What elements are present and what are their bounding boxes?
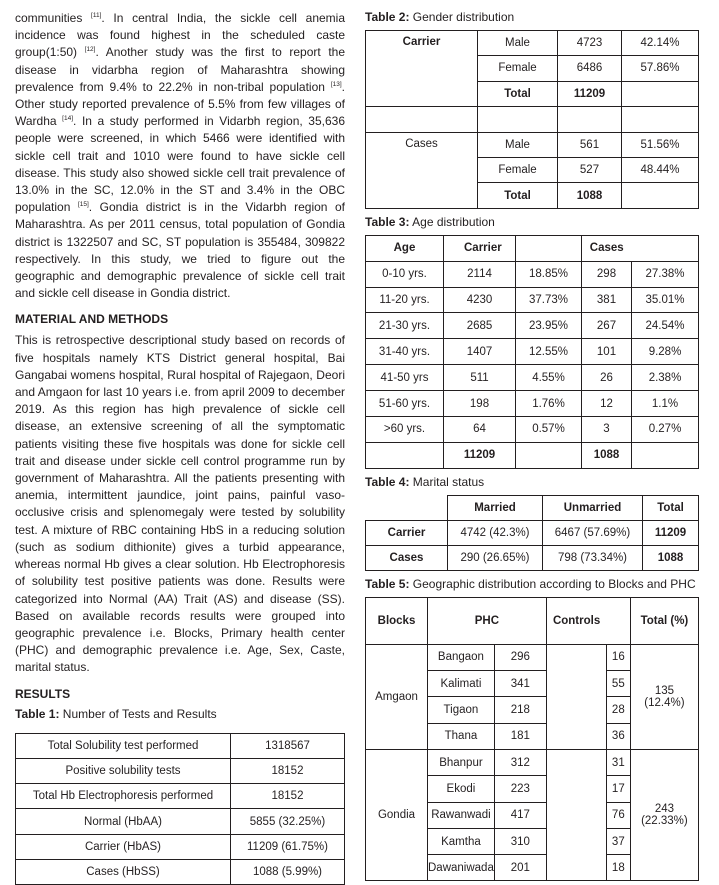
table-cell: 11209	[444, 442, 516, 468]
citation-ref: [15]	[77, 201, 89, 209]
caption-text: Geographic distribution according to Blocks and PHC	[409, 576, 696, 591]
column-header: Controls	[546, 597, 606, 644]
table-row	[16, 733, 345, 758]
intro-text: . Gondia district is in the Vidarbh region of Maharashtra. As per 2011 census, total population of Gondia district is 1322507 and SC, ST population is 355484, 309822 respectively. In this study, we tried to figure out the geographic and demographic prevalence of sickle cell trait and sickle cell disease in Gondia district.	[15, 200, 346, 301]
block-name: Amgaon	[366, 644, 428, 749]
table-cell: 16	[606, 644, 630, 670]
results-heading: RESULTS	[15, 686, 71, 701]
table-cell: Kalimati	[428, 671, 495, 697]
table-row	[366, 287, 699, 313]
column-header: Married	[448, 495, 543, 520]
table-cell: 290 (26.65%)	[448, 545, 543, 570]
table-cell: Total Hb Electrophoresis performed	[16, 784, 231, 809]
table-cell: Bangaon	[428, 644, 495, 670]
table-cell: 101	[582, 339, 632, 365]
table-cell	[622, 183, 699, 208]
table-cell: 0-10 yrs.	[366, 261, 444, 287]
table-cell: 11209 (61.75%)	[231, 834, 345, 859]
intro-text: . Another study was the first to report the disease in vidarbha region of Maharashtra showing prevalence from 9.4% to 22.2% in non-tribal population	[15, 45, 345, 94]
table-header-row	[366, 235, 699, 261]
table-cell: 18.85%	[516, 261, 582, 287]
citation-ref: [12]	[84, 46, 96, 54]
intro-text: communities	[15, 11, 92, 25]
table-cell	[622, 81, 699, 106]
table-row	[366, 391, 699, 417]
table-header-row	[366, 495, 699, 520]
table-cell: 31-40 yrs.	[366, 339, 444, 365]
table-cell: 1088	[643, 545, 699, 570]
table-cell: 11209	[643, 520, 699, 545]
table-row	[366, 261, 699, 287]
column-header: Total	[643, 495, 699, 520]
table-cell: 21-30 yrs.	[366, 313, 444, 339]
table-cell	[366, 442, 444, 468]
intro-text: . In a study performed in Vidarbh region, 35,636 people were screened, in which 5466 were identified with sickle cell trait and 1010 were found to have sickle cell disease. This study also showed sickle cell trait prevalence of 13.0% in the SC, 12.0% in the ST and 3.4% in the OBC population	[15, 114, 345, 215]
table-cell: 2114	[444, 261, 516, 287]
table-header-row	[366, 597, 699, 644]
caption-text: Marital status	[409, 474, 485, 489]
table-cell: Cases (HbSS)	[16, 860, 231, 885]
caption-label: Table 4:	[365, 474, 410, 489]
table-cell: 2685	[444, 313, 516, 339]
table-cell: Ekodi	[428, 776, 495, 802]
column-header: Blocks	[366, 597, 428, 644]
table-cell	[622, 106, 699, 132]
block-total	[630, 644, 698, 749]
table5-caption	[365, 577, 705, 591]
table-cell	[516, 442, 582, 468]
table-cell: 1318567	[231, 733, 345, 758]
table-cell: 37.73%	[516, 287, 582, 313]
table-cell: 298	[582, 261, 632, 287]
column-header: PHC	[428, 597, 547, 644]
caption-label: Table 5:	[365, 576, 410, 591]
table2-gender-distribution	[365, 30, 699, 209]
table-cell	[478, 106, 558, 132]
table-cell	[632, 442, 699, 468]
table-row	[366, 339, 699, 365]
table-cell: 17	[606, 776, 630, 802]
table-cell: 1.1%	[632, 391, 699, 417]
table-row	[16, 758, 345, 783]
table-cell: 36	[606, 723, 630, 749]
table-cell	[546, 644, 606, 749]
table3-age-distribution	[365, 235, 699, 469]
table-cell: 0.57%	[516, 417, 582, 443]
table-cell: 6467 (57.69%)	[543, 520, 643, 545]
table-cell: Cases	[366, 545, 448, 570]
table4-marital-status	[365, 495, 699, 571]
table-cell: 64	[444, 417, 516, 443]
table-cell: 57.86%	[622, 56, 699, 81]
table-cell: Female	[478, 158, 558, 183]
carrier-label: Carrier	[366, 31, 478, 107]
table-cell: 341	[494, 671, 546, 697]
table-cell: 1407	[444, 339, 516, 365]
column-header	[606, 597, 630, 644]
cases-label: Cases	[366, 132, 478, 208]
table-cell: 24.54%	[632, 313, 699, 339]
table-row	[366, 31, 699, 56]
table-cell: 4230	[444, 287, 516, 313]
table-row	[366, 644, 699, 670]
table-cell: Dawaniwada	[428, 855, 495, 881]
methods-paragraph: This is retrospective descriptional study based on records of five hospitals namely KTS District general hospital, Bai Gangabai womens hospital, Rural hospital of Rajegaon, Deori and Amgaon for last 10 years i.e. from april 2009 to december 2019. As this region has high prevalence of sickle cell disease, an extensive screening of all the symptomatic patients visiting these five hospitals was done for sickle cell trait and disease under sickle cell control programme run by government of Maharashtra. All the patients presenting with anemia, intermittent jaundice, joint pains, painful vaso-occlusive crisis and splenomegaly were tested by solubility test. A mixture of RBC containing HbS in a reducing solution (such as sodium dithionite) gives a turbid appearance, whereas normal Hb gives a clear solution. Hb Electrophoresis of solubility test positive patients was done. Results were categorized into Normal (AA) Trait (AS) and disease (SS). Based on available records results were grouped into geographic prevalence i.e. Blocks, Primary health center (PHC) and demographic prevalence i.e. Age, Sex, Caste, marital status.	[15, 333, 345, 675]
table-cell: 12	[582, 391, 632, 417]
table-cell: 561	[558, 132, 622, 157]
table-cell: 1.76%	[516, 391, 582, 417]
column-header	[632, 235, 699, 261]
table-total-row	[366, 442, 699, 468]
table-cell: 6486	[558, 56, 622, 81]
right-column	[365, 10, 705, 881]
table-cell	[366, 106, 478, 132]
table-cell: Female	[478, 56, 558, 81]
table-cell: 4.55%	[516, 365, 582, 391]
table1-tests-results	[15, 733, 345, 885]
table-cell: 381	[582, 287, 632, 313]
table-cell: 2.38%	[632, 365, 699, 391]
table-cell: 511	[444, 365, 516, 391]
table-cell: 76	[606, 802, 630, 828]
caption-label: Table 2:	[365, 10, 410, 24]
table-cell: Total Solubility test performed	[16, 733, 231, 758]
table-cell: 0.27%	[632, 417, 699, 443]
table-cell: 527	[558, 158, 622, 183]
citation-ref: [11]	[91, 12, 102, 19]
table-cell: 18152	[231, 784, 345, 809]
intro-text: . Other study reported prevalence of 5.5% from few villages of Wardha	[15, 79, 345, 129]
table-cell: 12.55%	[516, 339, 582, 365]
table4-caption	[365, 475, 705, 489]
table-cell	[546, 749, 606, 880]
table-cell: Positive solubility tests	[16, 758, 231, 783]
table-cell: Thana	[428, 723, 495, 749]
column-header: Carrier	[444, 235, 516, 261]
caption-label: Table 1:	[15, 706, 60, 721]
table-cell: 9.28%	[632, 339, 699, 365]
table-cell: Kamtha	[428, 828, 495, 854]
table-cell: 23.95%	[516, 313, 582, 339]
table-cell: Normal (HbAA)	[16, 809, 231, 834]
table-cell: 1088 (5.99%)	[231, 860, 345, 885]
table-cell: 4723	[558, 31, 622, 56]
table-cell: 11-20 yrs.	[366, 287, 444, 313]
column-header: Unmarried	[543, 495, 643, 520]
table-cell: 218	[494, 697, 546, 723]
block-total-pct: (12.4%)	[644, 696, 685, 709]
table-cell: 1088	[558, 183, 622, 208]
column-header: Total (%)	[630, 597, 698, 644]
table-cell: 181	[494, 723, 546, 749]
table-row	[366, 749, 699, 775]
table-row	[366, 313, 699, 339]
caption-text: Age distribution	[409, 214, 495, 229]
table-cell: 3	[582, 417, 632, 443]
table-cell: 35.01%	[632, 287, 699, 313]
table-cell: 417	[494, 802, 546, 828]
table-cell: 51-60 yrs.	[366, 391, 444, 417]
table-row	[366, 106, 699, 132]
caption-text: Number of Tests and Results	[59, 706, 217, 721]
table-cell: 1088	[582, 442, 632, 468]
table-cell: Male	[478, 31, 558, 56]
table-cell: 18152	[231, 758, 345, 783]
table-cell: Total	[478, 183, 558, 208]
table-cell: 310	[494, 828, 546, 854]
table-row	[16, 809, 345, 834]
block-total-value: 243	[654, 803, 674, 816]
table-row	[366, 365, 699, 391]
table-cell: 798 (73.34%)	[543, 545, 643, 570]
table-cell: Bhanpur	[428, 749, 495, 775]
table-cell: 296	[494, 644, 546, 670]
table-cell: Male	[478, 132, 558, 157]
table-cell: 5855 (32.25%)	[231, 809, 345, 834]
table2-caption	[365, 10, 705, 24]
table-cell: 37	[606, 828, 630, 854]
table-cell: 26	[582, 365, 632, 391]
table-cell: 11209	[558, 81, 622, 106]
intro-paragraph	[15, 10, 345, 302]
table-cell: 4742 (42.3%)	[448, 520, 543, 545]
table-row	[16, 834, 345, 859]
table-cell: 27.38%	[632, 261, 699, 287]
table-row	[16, 860, 345, 885]
table-row	[16, 784, 345, 809]
block-name: Gondia	[366, 749, 428, 880]
caption-label: Table 3:	[365, 214, 410, 229]
table-cell	[558, 106, 622, 132]
table-cell: 31	[606, 749, 630, 775]
table-row	[366, 520, 699, 545]
table-cell: 51.56%	[622, 132, 699, 157]
table-cell: 201	[494, 855, 546, 881]
block-total-value: 135	[654, 684, 674, 697]
table-cell: 18	[606, 855, 630, 881]
block-total	[630, 749, 698, 880]
table-cell: 55	[606, 671, 630, 697]
intro-text: . In central India, the sickle cell anemia incidence was found highest in the scheduled caste group(1:50)	[15, 11, 345, 60]
table-cell: Carrier (HbAS)	[16, 834, 231, 859]
table-cell: >60 yrs.	[366, 417, 444, 443]
table-cell: 312	[494, 749, 546, 775]
citation-ref: [14]	[62, 115, 74, 123]
table-cell: Tigaon	[428, 697, 495, 723]
table-cell: 28	[606, 697, 630, 723]
table3-caption	[365, 215, 705, 229]
table-cell: 223	[494, 776, 546, 802]
column-header: Cases	[582, 235, 632, 261]
table-row	[366, 417, 699, 443]
table-cell: 267	[582, 313, 632, 339]
column-header: Age	[366, 235, 444, 261]
block-total-pct: (22.33%)	[641, 815, 688, 828]
methods-heading: MATERIAL AND METHODS	[15, 312, 169, 327]
table-row	[366, 545, 699, 570]
citation-ref: [13]	[330, 80, 342, 88]
table-cell: Total	[478, 81, 558, 106]
table-cell: 41-50 yrs	[366, 365, 444, 391]
column-header	[366, 495, 448, 520]
caption-text: Gender distribution	[409, 10, 515, 24]
table-cell: Rawanwadi	[428, 802, 495, 828]
table-cell: Carrier	[366, 520, 448, 545]
table-row	[366, 132, 699, 157]
column-header	[516, 235, 582, 261]
table-cell: 42.14%	[622, 31, 699, 56]
left-column	[15, 10, 345, 885]
table-cell: 48.44%	[622, 158, 699, 183]
table1-caption	[15, 707, 345, 721]
table5-geographic-distribution	[365, 597, 699, 882]
table-cell: 198	[444, 391, 516, 417]
